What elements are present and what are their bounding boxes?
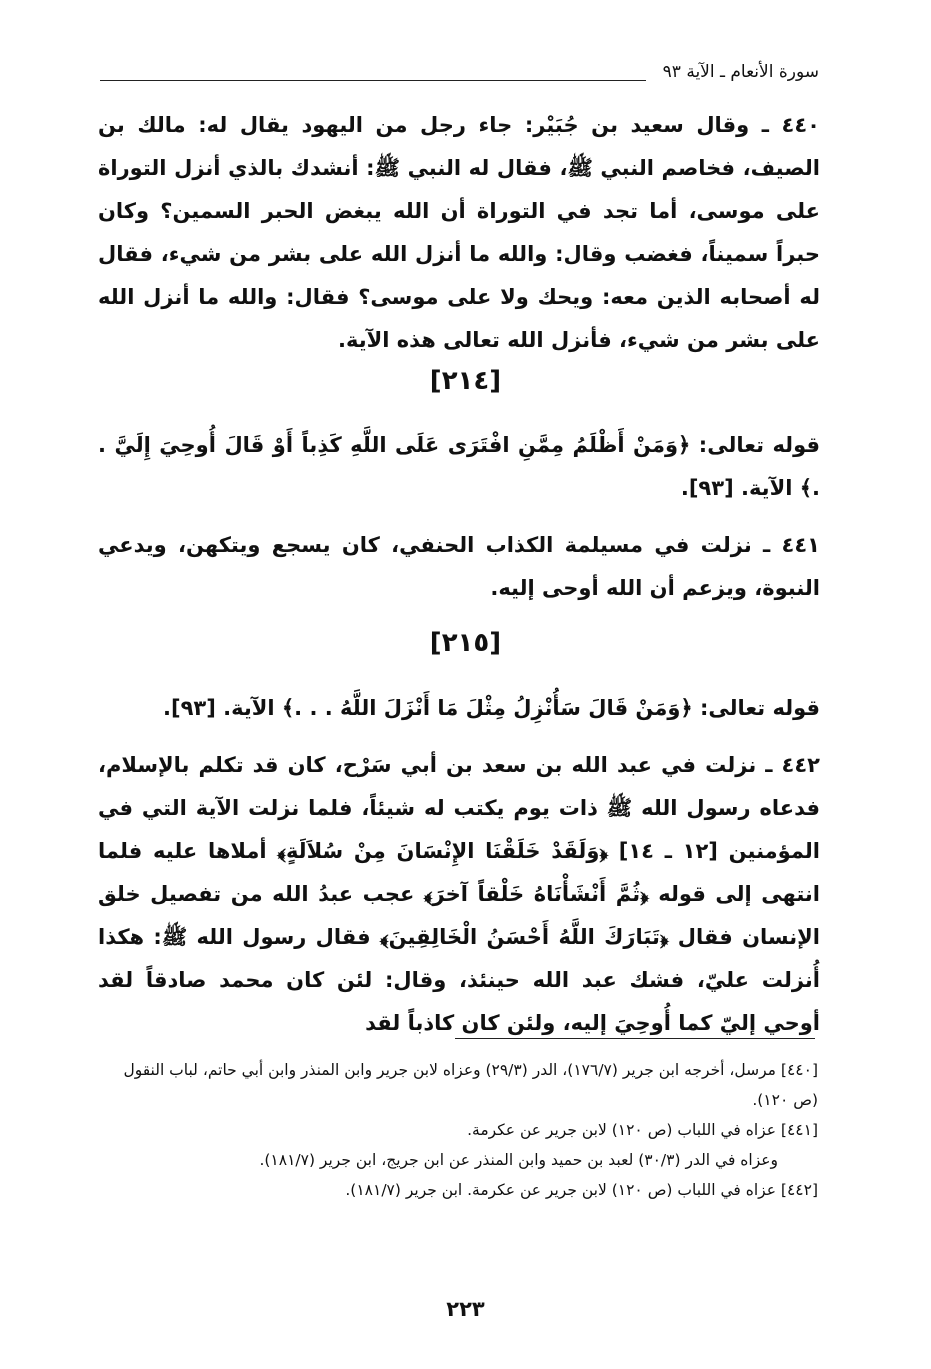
page-number: ٢٢٣: [446, 1297, 485, 1321]
narration-442: ٤٤٢ ـ نزلت في عبد الله بن سعد بن أبي سَرْح، كان قد تكلم بالإسلام، فدعاه رسول الله ﷺ ذات يوم يكتب له شيئاً، فلما نزلت الآية التي في المؤمنين [١٢ ـ ١٤] ﴿وَلَقَدْ خَلَقْنَا الإِنْسَانَ مِنْ سُلاَلَةٍ﴾ أملاها عليه فلما انتهى إلى قوله ﴿ثُمَّ أَنْشَأْنَاهُ خَلْقاً آخرَ﴾ عجب عبدُ الله من تفصيل خلق الإنسان فقال ﴿تَبَارَكَ اللَّهُ أَحْسَنُ الْخَالِقِينَ﴾ فقال رسول الله ﷺ: هكذا أُنزلت عليّ، فشك عبد الله حينئذ، وقال: لئن كان محمد صادقاً لقد أوحي إليّ كما أُوحِيَ إليه، ولئن كان كاذباً لقد: [98, 753, 820, 1035]
running-title: سورة الأنعام ـ الآية ٩٣: [662, 62, 819, 82]
narration-440-block: [98, 104, 820, 362]
verse-214-quote: قوله تعالى: ﴿وَمَنْ أَظْلَمُ مِمَّنِ افْتَرَى عَلَى اللَّهِ كَذِباً أَوْ قَالَ أُوحِيَ إِلَيَّ . .﴾ الآية. [٩٣].: [98, 433, 820, 500]
footnote-442: [٤٤٢] عزاه في اللباب (ص ١٢٠) لابن جرير عن عكرمة. ابن جرير (١٨١/٧).: [345, 1181, 818, 1199]
section-number-214: [٢١٤]: [429, 366, 502, 396]
footnotes: [96, 1055, 818, 1205]
header-rule: [100, 80, 646, 81]
footnote-441: [٤٤١] عزاه في اللباب (ص ١٢٠) لابن جرير عن عكرمة.: [467, 1121, 818, 1139]
verse-215-quote: قوله تعالى: ﴿وَمَنْ قَالَ سَأُنْزِلُ مِثْلَ مَا أَنْزَلَ اللَّهُ . . .﴾ الآية. [٩٣].: [162, 696, 820, 720]
footnote-rule: [455, 1038, 815, 1039]
footnote-441-continued: وعزاه في الدر (٣٠/٣) لعبد بن حميد وابن المنذر عن ابن جريج، ابن جرير (١٨١/٧).: [259, 1151, 778, 1169]
narration-441: ٤٤١ ـ نزلت في مسيلمة الكذاب الحنفي، كان يسجع ويتكهن، ويدعي النبوة، ويزعم أن الله أوحى إليه.: [98, 533, 820, 600]
footnote-440: [٤٤٠] مرسل، أخرجه ابن جرير (١٧٦/٧)، الدر (٢٩/٣) وعزاه لابن جرير وابن المنذر وابن أبي حاتم، لباب النقول (ص ١٢٠).: [123, 1061, 818, 1109]
section-number-215: [٢١٥]: [429, 628, 502, 658]
narration-441-block: [98, 524, 820, 610]
narration-442-block: [98, 744, 820, 1045]
narration-440: ٤٤٠ ـ وقال سعيد بن جُبَيْر: جاء رجل من اليهود يقال له: مالك بن الصيف، فخاصم النبي ﷺ، فقال له النبي ﷺ: أنشدك بالذي أنزل التوراة على موسى، أما تجد في التوراة أن الله يبغض الحبر السمين؟ وكان حبراً سميناً، فغضب وقال: والله ما أنزل الله على بشر من شيء، فقال له أصحابه الذين معه: ويحك ولا على موسى؟ فقال: والله ما أنزل الله على بشر من شيء، فأنزل الله تعالى هذه الآية.: [98, 113, 820, 352]
verse-214-block: [98, 424, 820, 510]
verse-215-block: [98, 687, 820, 730]
